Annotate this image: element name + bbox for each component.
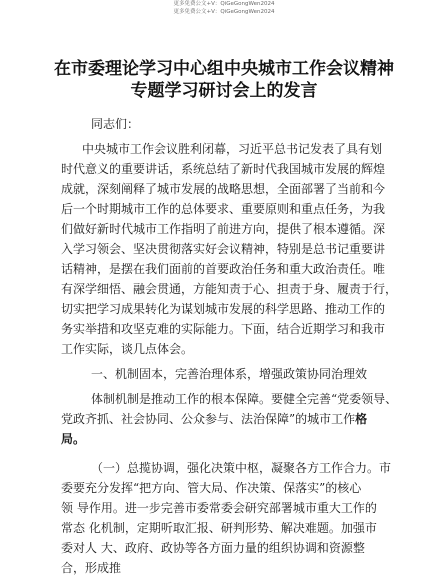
paragraph-3-line: 委对人 大、政府、政协等各方面力量的组织协调和资源整 [61,541,365,555]
paragraph-3-line: 委要充分发挥“把方向、管大局、作决策、保落实”的核心 [61,481,362,495]
watermark-line-2: 更多免费公文+V：QiGeGongWen2024 [173,9,275,15]
paragraph-1-line: 入学习领会、坚决贯彻落实好会议精神，特别是总书记重要讲 [61,242,386,256]
paragraph-1-line: 中央城市工作会议胜利闭幕，习近平总书记发表了具有划 [82,142,383,156]
paragraph-2-bold-char: 格 [355,412,368,426]
document-title-line-2: 专题学习研讨会上的发言 [130,81,318,101]
paragraph-1-line: 时代意义的重要讲话，系统总结了新时代我国城市发展的辉煌 [61,162,386,176]
salutation: 同志们： [91,117,140,131]
paragraph-1-line: 切实把学习成果转化为谋划城市发展的科学思路、推动工作的 [61,302,386,316]
paragraph-3-line: 常态 化机制，定期听取汇报、研判形势、解决难题。加强市 [61,521,377,535]
paragraph-1-line: 工作实际，谈几点体会。 [61,342,194,356]
paragraph-3-line: 合，形成推 [61,561,122,575]
paragraph-1-line: 有深学细悟、融会贯通，方能知责于心、担责于身、履责于行， [61,282,398,296]
watermark-line-1: 更多免费公文+V：QiGeGongWen2024 [173,1,275,7]
paragraph-1-line: 们做好新时代城市工作指明了前进方向，提供了根本遵循。深 [61,222,386,236]
paragraph-2-line: 局。 [61,432,86,446]
paragraph-1-line: 话精神，是摆在我们面前的首要政治任务和重大政治责任。唯 [61,262,386,276]
paragraph-2-line-2 [61,409,393,429]
paragraph-3-line: 领 导作用。进一步完善市委常委会研究部署城市重大工作的 [61,501,377,515]
paragraph-2-text: 党政齐抓、社会协同、公众参与、法治保障”的城市工作 [61,412,356,426]
document-title-line-1: 在市委理论学习中心组中央城市工作会议精神 [54,59,394,79]
paragraph-3-line: （一）总揽协调，强化决策中枢，凝聚各方工作合力。市 [91,461,392,475]
paragraph-1-line: 成就，深刻阐释了城市发展的战略思想，全面部署了当前和今 [61,182,386,196]
paragraph-1-line: 后一个时期城市工作的总体要求、重要原则和重点任务，为我 [61,202,386,216]
paragraph-1-line: 务实举措和攻坚克难的实际能力。下面，结合近期学习和我市 [61,322,386,336]
paragraph-2-line: 体制机制是推动工作的根本保障。要健全完善“党委领导、 [91,392,398,406]
section-1-heading: 一、机制固本，完善治理体系，增强政策协同治理效 [91,367,368,381]
